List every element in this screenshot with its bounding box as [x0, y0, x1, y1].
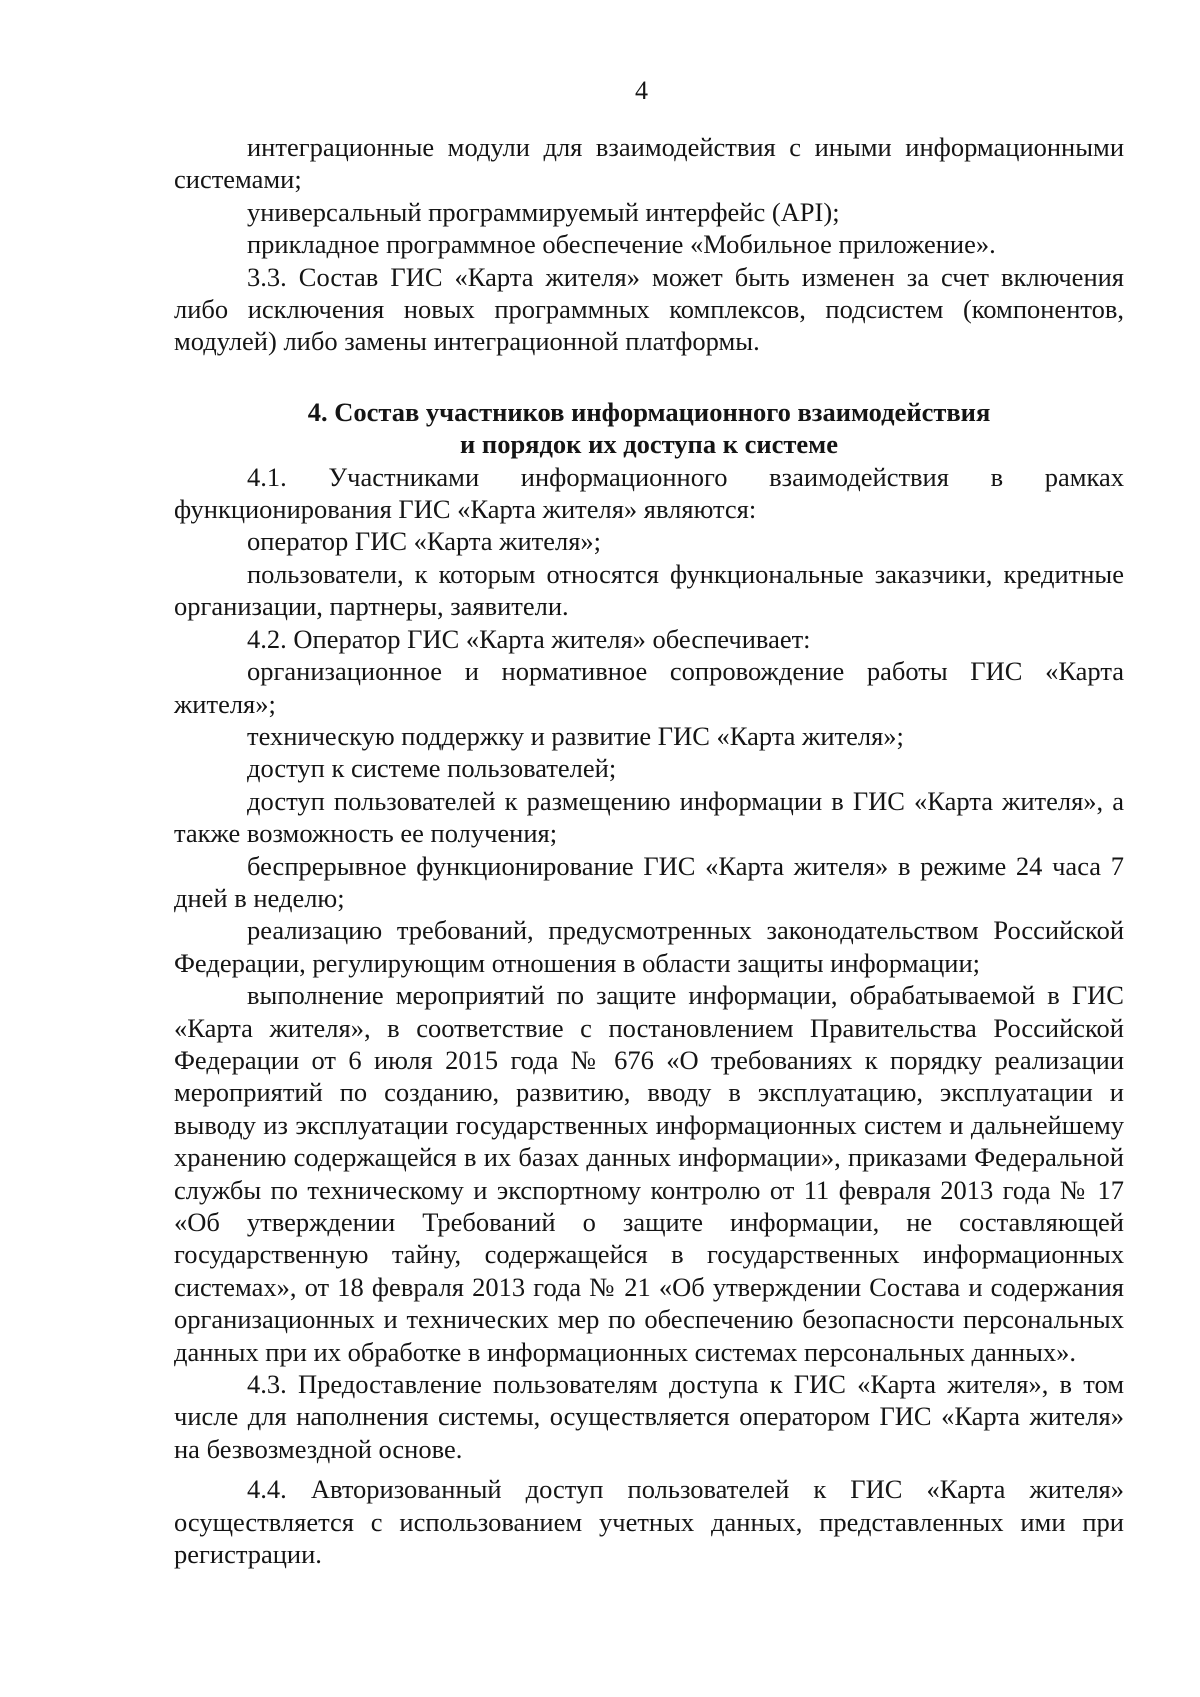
paragraph-operator: оператор ГИС «Карта жителя»;: [247, 526, 602, 557]
paragraph-integration-modules: интеграционные модули для взаимодействия с иными информационными системами;: [174, 132, 1124, 195]
paragraph-protection-measures: выполнение мероприятий по защите информации, обрабатываемой в ГИС «Карта жителя», в соответствие с постановлением Правительства Российской Федерации от 6 июля 2015 года № 676 «О требованиях к порядку реализации мероприятий по созданию, развитию, вводу в эксплуатацию, эксплуатации и выводу из эксплуатации государственных информационных систем и дальнейшему хранению содержащейся в их базах данных информации», приказами Федеральной службы по техническому и экспортному контролю от 11 февраля 2013 года № 17 «Об утверждении Требований о защите информации, не составляющей государственную тайну, содержащейся в государственных информационных системах», от 18 февраля 2013 года № 21 «Об утверждении Состава и содержания организационных и технических мер по обеспечению безопасности персональных данных при их обработке в информационных системах персональных данных».: [174, 980, 1124, 1367]
paragraph-requirements: реализацию требований, предусмотренных законодательством Российской Федерации, регулирующим отношения в области защиты информации;: [174, 915, 1124, 978]
section-heading-line-1: 4. Состав участников информационного взаимодействия: [307, 396, 991, 427]
document-body: [174, 131, 1124, 1570]
section-heading-line-2: и порядок их доступа к системе: [460, 429, 838, 460]
paragraph-org-support: организационное и нормативное сопровождение работы ГИС «Карта жителя»;: [174, 656, 1124, 719]
paragraph-uptime: беспрерывное функционирование ГИС «Карта жителя» в режиме 24 часа 7 дней в неделю;: [174, 850, 1124, 913]
paragraph-4-3: 4.3. Предоставление пользователям доступа к ГИС «Карта жителя», в том числе для наполнения системы, осуществляется оператором ГИС «Карта жителя» на безвозмездной основе.: [174, 1369, 1124, 1464]
paragraph-tech-support: техническую поддержку и развитие ГИС «Карта жителя»;: [247, 720, 904, 751]
page-number: 4: [635, 76, 648, 105]
paragraph-api: универсальный программируемый интерфейс (API);: [247, 196, 840, 227]
paragraph-users: пользователи, к которым относятся функциональные заказчики, кредитные организации, партнеры, заявители.: [174, 558, 1124, 622]
paragraph-4-2: 4.2. Оператор ГИС «Карта жителя» обеспечивает:: [247, 623, 811, 654]
paragraph-system-access: доступ к системе пользователей;: [247, 753, 617, 784]
paragraph-mobile-app: прикладное программное обеспечение «Мобильное приложение».: [247, 229, 996, 260]
paragraph-info-access: доступ пользователей к размещению информации в ГИС «Карта жителя», а также возможность ее получения;: [174, 785, 1124, 849]
section-heading-4: [174, 396, 1124, 461]
paragraph-4-1: 4.1. Участниками информационного взаимодействия в рамках функционирования ГИС «Карта жителя» являются:: [174, 461, 1124, 525]
paragraph-3-3: 3.3. Состав ГИС «Карта жителя» может быть изменен за счет включения либо исключения новых программных комплексов, подсистем (компонентов, модулей) либо замены интеграционной платформы.: [174, 261, 1124, 357]
paragraph-4-4: 4.4. Авторизованный доступ пользователей к ГИС «Карта жителя» осуществляется с использованием учетных данных, представленных ими при регистрации.: [174, 1474, 1124, 1570]
